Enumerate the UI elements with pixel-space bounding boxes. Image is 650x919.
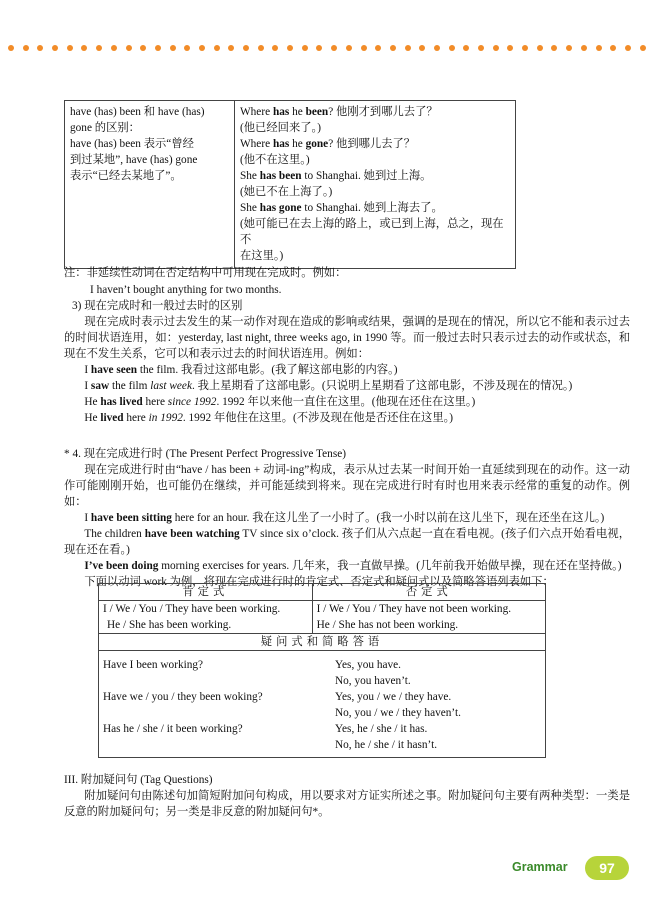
been-gone-examples <box>235 101 516 269</box>
explanation-line: gone 的区别： <box>70 122 140 134</box>
decorative-dot <box>23 45 29 51</box>
decorative-dot <box>463 45 469 51</box>
decorative-dot <box>155 45 161 51</box>
example-sentence: I saw the film last week. 我上星期看了这部电影。(只说明上星期看了这部电影，不涉及现在的情况。) <box>84 380 573 392</box>
decorative-dot <box>405 45 411 51</box>
decorative-dot <box>316 45 322 51</box>
decorative-dot <box>199 45 205 51</box>
example-sentence: He has lived here since 1992. 1992 年以来他一直住在这里。(他现在还住在这里。) <box>84 396 476 408</box>
decorative-dot <box>507 45 513 51</box>
question-row <box>103 657 541 689</box>
decorative-dot <box>214 45 220 51</box>
example-sentence: He lived here in 1992. 1992 年他住在这里。(不涉及现在他是否还住在这里。) <box>84 412 454 424</box>
decorative-dot <box>170 45 176 51</box>
decorative-dot <box>37 45 43 51</box>
section-4-title: * 4. 现在完成进行时 (The Present Perfect Progressive Tense) <box>64 448 346 460</box>
example-line: She has been to Shanghai. 她到过上海。 <box>240 170 432 182</box>
example-line: (她已不在上海了。) <box>240 186 333 198</box>
short-answer: No, you / we / they haven’t. <box>335 707 461 719</box>
decorative-dot <box>8 45 14 51</box>
negative-form: I / We / You / They have not been working. <box>316 603 512 615</box>
decorative-dot <box>272 45 278 51</box>
decorative-dot <box>81 45 87 51</box>
explanation-line: have (has) been 和 have (has) <box>70 106 205 118</box>
short-answer: No, he / she / it hasn’t. <box>335 739 438 751</box>
affirmative-form: I / We / You / They have been working. <box>103 603 281 615</box>
affirmative-form: He / She has been working. <box>107 619 232 631</box>
example-line: She has gone to Shanghai. 她到上海去了。 <box>240 202 443 214</box>
decorative-dot-border <box>8 45 646 51</box>
note-example: I haven’t bought anything for two months. <box>90 284 282 296</box>
been-gone-table <box>64 100 516 269</box>
section-3-title: 3) 现在完成时和一般过去时的区别 <box>72 300 243 312</box>
page-number: 97 <box>585 856 629 880</box>
example-line: 在这里。) <box>240 250 284 262</box>
short-answers <box>335 721 541 753</box>
decorative-dot <box>625 45 631 51</box>
short-answer: Yes, he / she / it has. <box>335 723 428 735</box>
decorative-dot <box>126 45 132 51</box>
decorative-dot <box>228 45 234 51</box>
decorative-dot <box>375 45 381 51</box>
decorative-dot <box>258 45 264 51</box>
question: Have I been working? <box>103 659 204 671</box>
footer-section-label: Grammar <box>512 860 568 874</box>
affirmative-header: 肯定式 <box>99 584 313 601</box>
question-header: 疑问式和简略答语 <box>99 634 546 651</box>
question: Have we / you / they been woking? <box>103 691 263 703</box>
example-line: (他已经回来了。) <box>240 122 321 134</box>
decorative-dot <box>610 45 616 51</box>
negative-forms <box>312 601 545 634</box>
short-answer: Yes, you / we / they have. <box>335 691 452 703</box>
short-answer: Yes, you have. <box>335 659 402 671</box>
explanation-line: have (has) been 表示“曾经 <box>70 138 194 150</box>
decorative-dot <box>640 45 646 51</box>
example-sentence: I have seen the film. 我看过这部电影。(我了解这部电影的内容。) <box>84 364 398 376</box>
section-iii-paragraph: 附加疑问句由陈述句加简短附加问句构成，用以要求对方证实所述之事。附加疑问句主要有两种类型：一类是反意的附加疑问句；另一类是非反意的附加疑问句*。 <box>64 790 630 818</box>
example-sentence: The children have been watching TV since six o’clock. 孩子们从六点起一直在看电视。(孩子们六点开始看电视，现在还在看。) <box>64 528 630 556</box>
decorative-dot <box>596 45 602 51</box>
decorative-dot <box>566 45 572 51</box>
decorative-dot <box>52 45 58 51</box>
decorative-dot <box>302 45 308 51</box>
decorative-dot <box>184 45 190 51</box>
decorative-dot <box>551 45 557 51</box>
question-answers <box>99 651 546 758</box>
question: Has he / she / it been working? <box>103 723 243 735</box>
example-line: Where has he been? 他刚才到哪儿去了？ <box>240 106 438 118</box>
decorative-dot <box>493 45 499 51</box>
negative-form: He / She has not been working. <box>316 619 459 631</box>
section-3-paragraph: 现在完成时表示过去发生的某一动作对现在造成的影响或结果，强调的是现在的情况，所以它不能和表示过去的时间状语连用，如：yesterday, last night, three weeks ago, in 1990 等。而一般过去时只表示过去的动作或状态，和现在不发生关系，它可以和表示过去的时间状语连用。例如： <box>64 316 630 360</box>
decorative-dot <box>96 45 102 51</box>
example-line: (她可能已在去上海的路上，或已到上海，总之，现在不 <box>240 218 504 246</box>
decorative-dot <box>434 45 440 51</box>
decorative-dot <box>522 45 528 51</box>
short-answer: No, you haven’t. <box>335 675 411 687</box>
decorative-dot <box>361 45 367 51</box>
affirmative-forms <box>99 601 313 634</box>
section-4-paragraph: 现在完成进行时由“have / has been + 动词-ing”构成，表示从过去某一时间开始一直延续到现在的动作。这一动作可能刚刚开始，也可能仍在继续，并可能延续到将来。现在完成进行时有时也用来表示经常的重复的动作。例如： <box>64 464 630 508</box>
decorative-dot <box>537 45 543 51</box>
section-iii-body <box>64 788 630 820</box>
negative-header: 否定式 <box>312 584 545 601</box>
decorative-dot <box>390 45 396 51</box>
explanation-line: 表示“已经去某地了”。 <box>70 170 182 182</box>
decorative-dot <box>287 45 293 51</box>
section-iii-title: III. 附加疑问句 (Tag Questions) <box>64 774 213 786</box>
decorative-dot <box>581 45 587 51</box>
decorative-dot <box>67 45 73 51</box>
table-intro: 下面以动词 work 为例，将现在完成进行时的肯定式、否定式和疑问式以及简略答语列表如下： <box>84 576 554 588</box>
decorative-dot <box>140 45 146 51</box>
decorative-dot <box>111 45 117 51</box>
been-gone-explanation <box>65 101 235 269</box>
decorative-dot <box>478 45 484 51</box>
decorative-dot <box>243 45 249 51</box>
example-sentence: I’ve been doing morning exercises for years. 几年来，我一直做早操。(几年前我开始做早操，现在还在坚持做。) <box>84 560 622 572</box>
progressive-forms-table <box>98 583 546 758</box>
question-row <box>103 721 541 753</box>
section-4-body <box>64 462 630 590</box>
question-row <box>103 689 541 721</box>
explanation-line: 到过某地”, have (has) gone <box>70 154 198 166</box>
example-sentence: I have been sitting here for an hour. 我在这儿坐了一小时了。(我一小时以前在这儿坐下，现在还坐在这儿。) <box>84 512 605 524</box>
decorative-dot <box>346 45 352 51</box>
decorative-dot <box>419 45 425 51</box>
decorative-dot <box>449 45 455 51</box>
decorative-dot <box>331 45 337 51</box>
example-line: (他不在这里。) <box>240 154 310 166</box>
section-3-body <box>64 314 630 426</box>
short-answers <box>335 689 541 721</box>
note-line: 注：非延续性动词在否定结构中可用现在完成时。例如： <box>64 267 347 279</box>
example-line: Where has he gone? 他到哪儿去了？ <box>240 138 416 150</box>
short-answers <box>335 657 541 689</box>
